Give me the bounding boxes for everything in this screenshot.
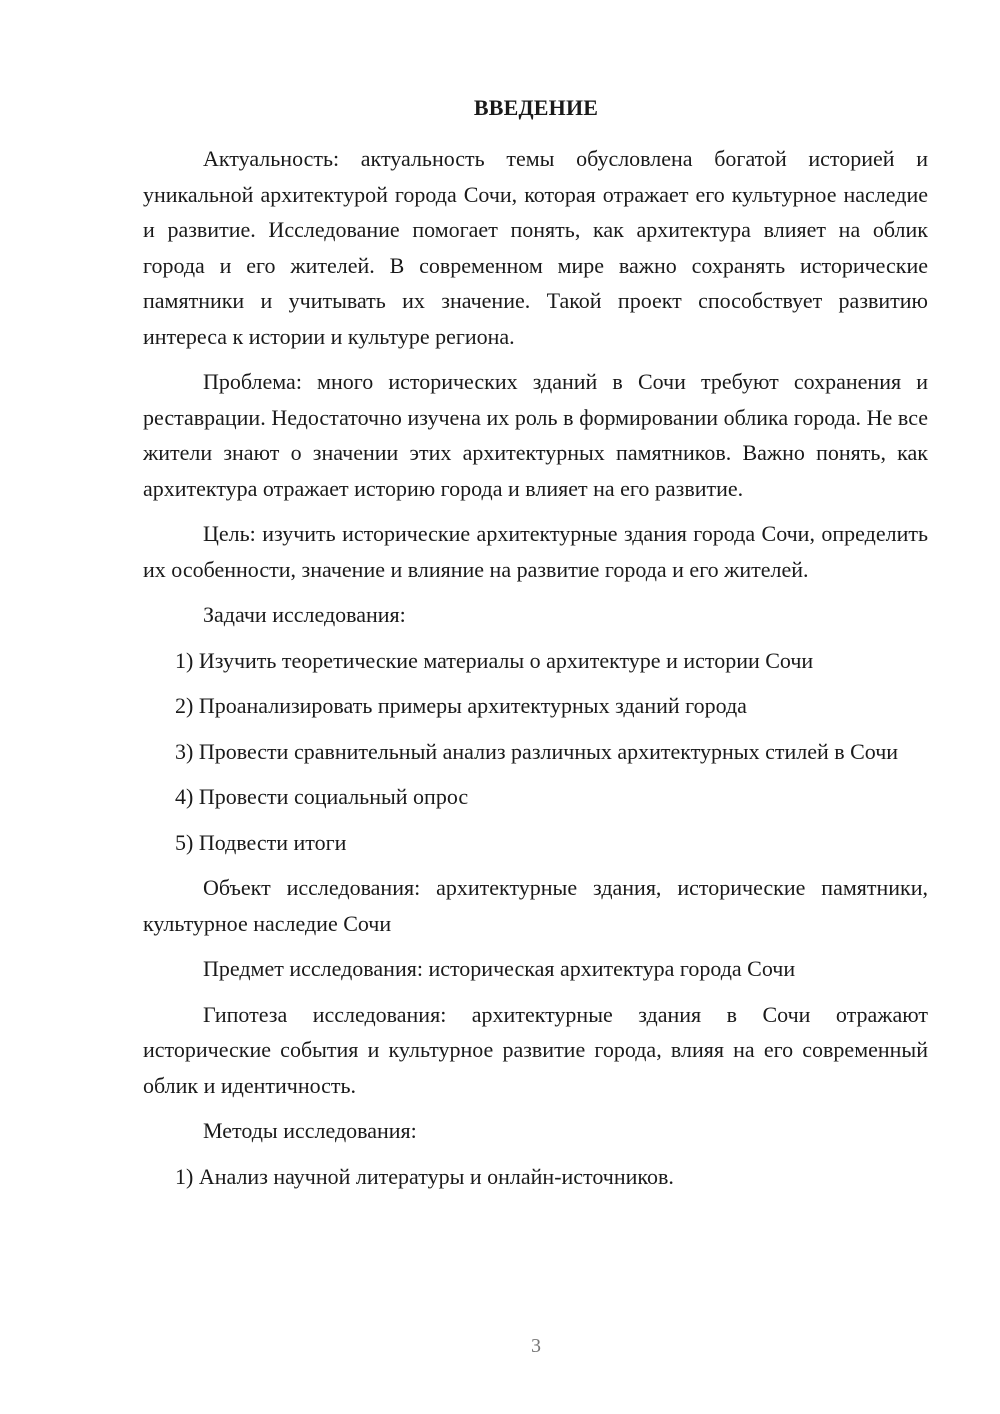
- subject-paragraph: Предмет исследования: историческая архитектура города Сочи: [203, 956, 796, 981]
- task-item: 3) Провести сравнительный анализ различных архитектурных стилей в Сочи: [175, 738, 899, 764]
- task-item: 4) Провести социальный опрос: [175, 784, 469, 809]
- problem-paragraph: Проблема: много исторических зданий в Сочи требуют сохранения и реставрации. Недостаточно изучена их роль в формировании облика города. Не все жители знают о значении этих архитектурных памятников. Важно понять, как архитектура отражает историю города и влияет на его развитие.: [143, 369, 928, 501]
- tasks-heading: Задачи исследования:: [203, 602, 406, 627]
- document-body: [143, 141, 928, 1194]
- relevance-paragraph: Актуальность: актуальность темы обусловлена богатой историей и уникальной архитектурой города Сочи, которая отражает его культурное наследие и развитие. Исследование помогает понять, как архитектура влияет на облик города и его жителей. В современном мире важно сохранять исторические памятники и учитывать их значение. Такой проект способствует развитию интереса к истории и культуре региона.: [143, 146, 928, 349]
- object-paragraph: Объект исследования: архитектурные здания, исторические памятники, культурное наследие Сочи: [143, 875, 928, 936]
- task-item: 1) Изучить теоретические материалы о архитектуре и истории Сочи: [175, 647, 814, 673]
- task-item: 5) Подвести итоги: [175, 829, 347, 855]
- hypothesis-paragraph: Гипотеза исследования: архитектурные здания в Сочи отражают исторические события и культурное развитие города, влияя на его современный облик и идентичность.: [143, 1001, 928, 1098]
- method-item: 1) Анализ научной литературы и онлайн-источников.: [175, 1163, 674, 1189]
- page-number: 3: [531, 1335, 541, 1357]
- page-title: ВВЕДЕНИЕ: [473, 95, 599, 120]
- methods-heading: Методы исследования:: [203, 1118, 417, 1143]
- task-item: 2) Проанализировать примеры архитектурных зданий города: [175, 693, 747, 718]
- goal-paragraph: Цель: изучить исторические архитектурные здания города Сочи, определить их особенности, значение и влияние на развитие города и его жителей.: [143, 521, 928, 582]
